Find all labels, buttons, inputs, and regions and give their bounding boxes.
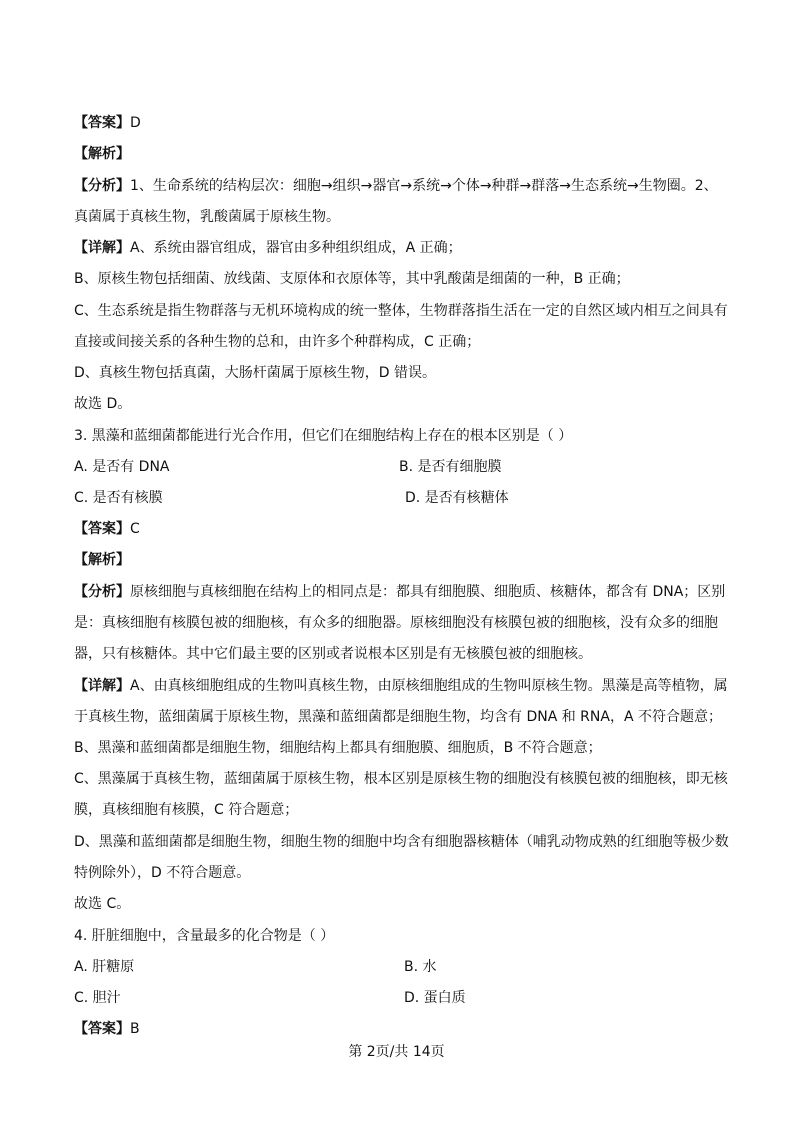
q3-fenxi-line1 xyxy=(74,583,725,601)
q3-detail-c1: C、黑藻属于真核生物，蓝细菌属于原核生物，根本区别是原核生物的细胞没有核膜包被的细胞核，即无核 xyxy=(74,771,728,787)
q2-detail-b: B、原核生物包括细菌、放线菌、支原体和衣原体等，其中乳酸菌是细菌的一种，B 正确； xyxy=(74,271,630,287)
answer-tag: 【答案】 xyxy=(74,115,130,131)
answer-value: B xyxy=(130,1021,140,1037)
answer-value: D xyxy=(130,115,141,131)
q2-answer-line xyxy=(74,114,141,132)
answer-tag: 【答案】 xyxy=(74,521,130,537)
q2-detail-a xyxy=(74,239,462,257)
q4-option-b: B. 水 xyxy=(404,959,437,975)
q4-stem: 4. 肝脏细胞中，含量最多的化合物是（ ） xyxy=(74,928,335,944)
answer-tag: 【答案】 xyxy=(74,1021,130,1037)
q3-detail-a1 xyxy=(74,677,728,695)
q2-detail-d: D、真核生物包括真菌，大肠杆菌属于原核生物，D 错误。 xyxy=(74,365,437,381)
q3-detail-a2: 于真核生物，蓝细菌属于原核生物，黑藻和蓝细菌都是细胞生物，均含有 DNA 和 RNA，A 不符合题意； xyxy=(74,709,722,725)
answer-value: C xyxy=(130,521,140,537)
fenxi-tag: 【分析】 xyxy=(74,178,130,194)
q3-conclusion: 故选 C。 xyxy=(74,896,131,912)
q2-detail-c2: 直接或间接关系的各种生物的总和，由许多个种群构成，C 正确； xyxy=(74,334,481,350)
q3-detail-d1: D、黑藻和蓝细菌都是细胞生物，细胞生物的细胞中均含有细胞器核糖体（哺乳动物成熟的红细胞等极少数 xyxy=(74,834,729,850)
q2-fenxi-line2: 真菌属于真核生物，乳酸菌属于原核生物。 xyxy=(74,209,340,225)
q4-option-d: D. 蛋白质 xyxy=(404,990,466,1006)
fenxi-tag: 【分析】 xyxy=(74,584,130,600)
detail-text: A、系统由器官组成，器官由多种组织组成，A 正确； xyxy=(130,240,462,256)
q4-answer-line xyxy=(74,1020,140,1038)
q3-fenxi-line2: 是：真核细胞有核膜包被的细胞核，有众多的细胞器。原核细胞没有核膜包被的细胞核，没有众多的细胞 xyxy=(74,615,718,631)
q3-option-c: C. 是否有核膜 xyxy=(74,490,163,506)
detail-tag: 【详解】 xyxy=(74,678,130,694)
q2-analysis-heading xyxy=(74,145,130,163)
fenxi-text: 1、生命系统的结构层次：细胞→组织→器官→系统→个体→种群→群落→生态系统→生物圈。2、 xyxy=(130,178,718,194)
q4-option-a: A. 肝糖原 xyxy=(74,959,135,975)
analysis-tag: 【解析】 xyxy=(74,552,130,568)
q3-analysis-heading xyxy=(74,551,130,569)
q4-option-c: C. 胆汁 xyxy=(74,990,121,1006)
q3-answer-line xyxy=(74,520,140,538)
analysis-tag: 【解析】 xyxy=(74,146,130,162)
detail-text: A、由真核细胞组成的生物叫真核生物，由原核细胞组成的生物叫原核生物。黑藻是高等植物，属 xyxy=(130,678,728,694)
q3-detail-c2: 膜，真核细胞有核膜，C 符合题意； xyxy=(74,802,299,818)
q3-detail-b: B、黑藻和蓝细菌都是细胞生物，细胞结构上都具有细胞膜、细胞质，B 不符合题意； xyxy=(74,740,602,756)
q2-detail-c1: C、生态系统是指生物群落与无机环境构成的统一整体，生物群落指生活在一定的自然区域内相互之间具有 xyxy=(74,303,728,319)
q2-fenxi-line1 xyxy=(74,177,718,195)
q3-option-d: D. 是否有核糖体 xyxy=(405,490,509,506)
fenxi-text: 原核细胞与真核细胞在结构上的相同点是：都具有细胞膜、细胞质、核糖体，都含有 DNA；区别 xyxy=(130,584,726,600)
q3-option-a: A. 是否有 DNA xyxy=(74,459,170,475)
q3-stem: 3. 黑藻和蓝细菌都能进行光合作用，但它们在细胞结构上存在的根本区别是（ ） xyxy=(74,428,573,444)
q3-detail-d2: 特例除外），D 不符合题意。 xyxy=(74,865,251,881)
q2-conclusion: 故选 D。 xyxy=(74,396,132,412)
q3-option-b: B. 是否有细胞膜 xyxy=(399,459,502,475)
page-footer: 第 2页/共 14页 xyxy=(348,1044,445,1060)
detail-tag: 【详解】 xyxy=(74,240,130,256)
q3-fenxi-line3: 器，只有核糖体。其中它们最主要的区别或者说根本区别是有无核膜包被的细胞核。 xyxy=(74,646,592,662)
